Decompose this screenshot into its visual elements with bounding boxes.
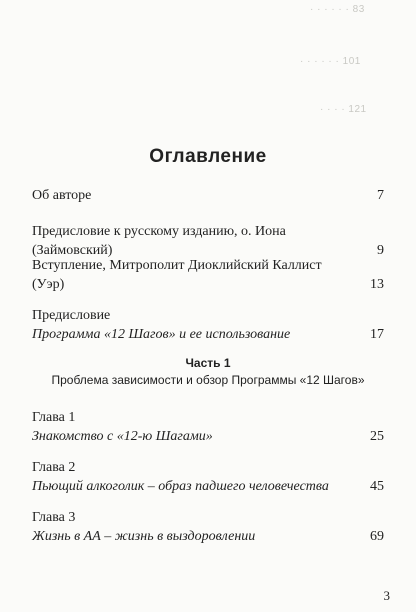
toc-chapter-1[interactable] xyxy=(32,408,384,446)
toc-entry-subtitle: Программа «12 Шагов» и ее использование xyxy=(32,327,291,342)
chapter-page: 45 xyxy=(370,479,384,494)
toc-entry-page: 13 xyxy=(370,277,384,292)
toc-entry-page: 9 xyxy=(377,243,384,258)
toc-entry-russian-preface[interactable] xyxy=(32,222,384,260)
toc-entry-text-cont: (Уэр) xyxy=(32,277,65,292)
part-label: Часть 1 xyxy=(185,356,231,370)
chapter-label: Глава 1 xyxy=(32,410,76,425)
show-through-text: · · · · · · 83 xyxy=(310,4,365,15)
chapter-title: Знакомство с «12-ю Шагами» xyxy=(32,429,213,444)
toc-entry-about-author[interactable] xyxy=(32,186,384,205)
page-title: Оглавление xyxy=(149,146,267,167)
part-subtitle: Проблема зависимости и обзор Программы «12 Шагов» xyxy=(51,373,365,387)
chapter-title: Пьющий алкоголик – образ падшего человечества xyxy=(32,479,329,494)
show-through-text: · · · · 121 xyxy=(320,104,367,115)
chapter-page: 25 xyxy=(370,429,384,444)
toc-entry-text: Предисловие к русскому изданию, о. Иона (Займовский) xyxy=(32,224,286,258)
chapter-page: 69 xyxy=(370,529,384,544)
toc-entry-page: 7 xyxy=(377,188,384,203)
page-number: 3 xyxy=(383,588,390,603)
toc-entry-page: 17 xyxy=(370,327,384,342)
toc-chapter-2[interactable] xyxy=(32,458,384,496)
toc-entry-text: Предисловие xyxy=(32,308,111,323)
toc-entry-text: Вступление, Митрополит Диоклийский Каллист xyxy=(32,258,322,273)
chapter-title: Жизнь в АА – жизнь в выздоровлении xyxy=(32,529,256,544)
chapter-label: Глава 3 xyxy=(32,510,76,525)
chapter-label: Глава 2 xyxy=(32,460,76,475)
toc-entry-foreword[interactable] xyxy=(32,306,384,344)
toc-entry-introduction[interactable] xyxy=(32,256,384,294)
toc-entry-text: Об авторе xyxy=(32,188,92,203)
show-through-text: · · · · · · 101 xyxy=(300,56,361,67)
toc-chapter-3[interactable] xyxy=(32,508,384,546)
